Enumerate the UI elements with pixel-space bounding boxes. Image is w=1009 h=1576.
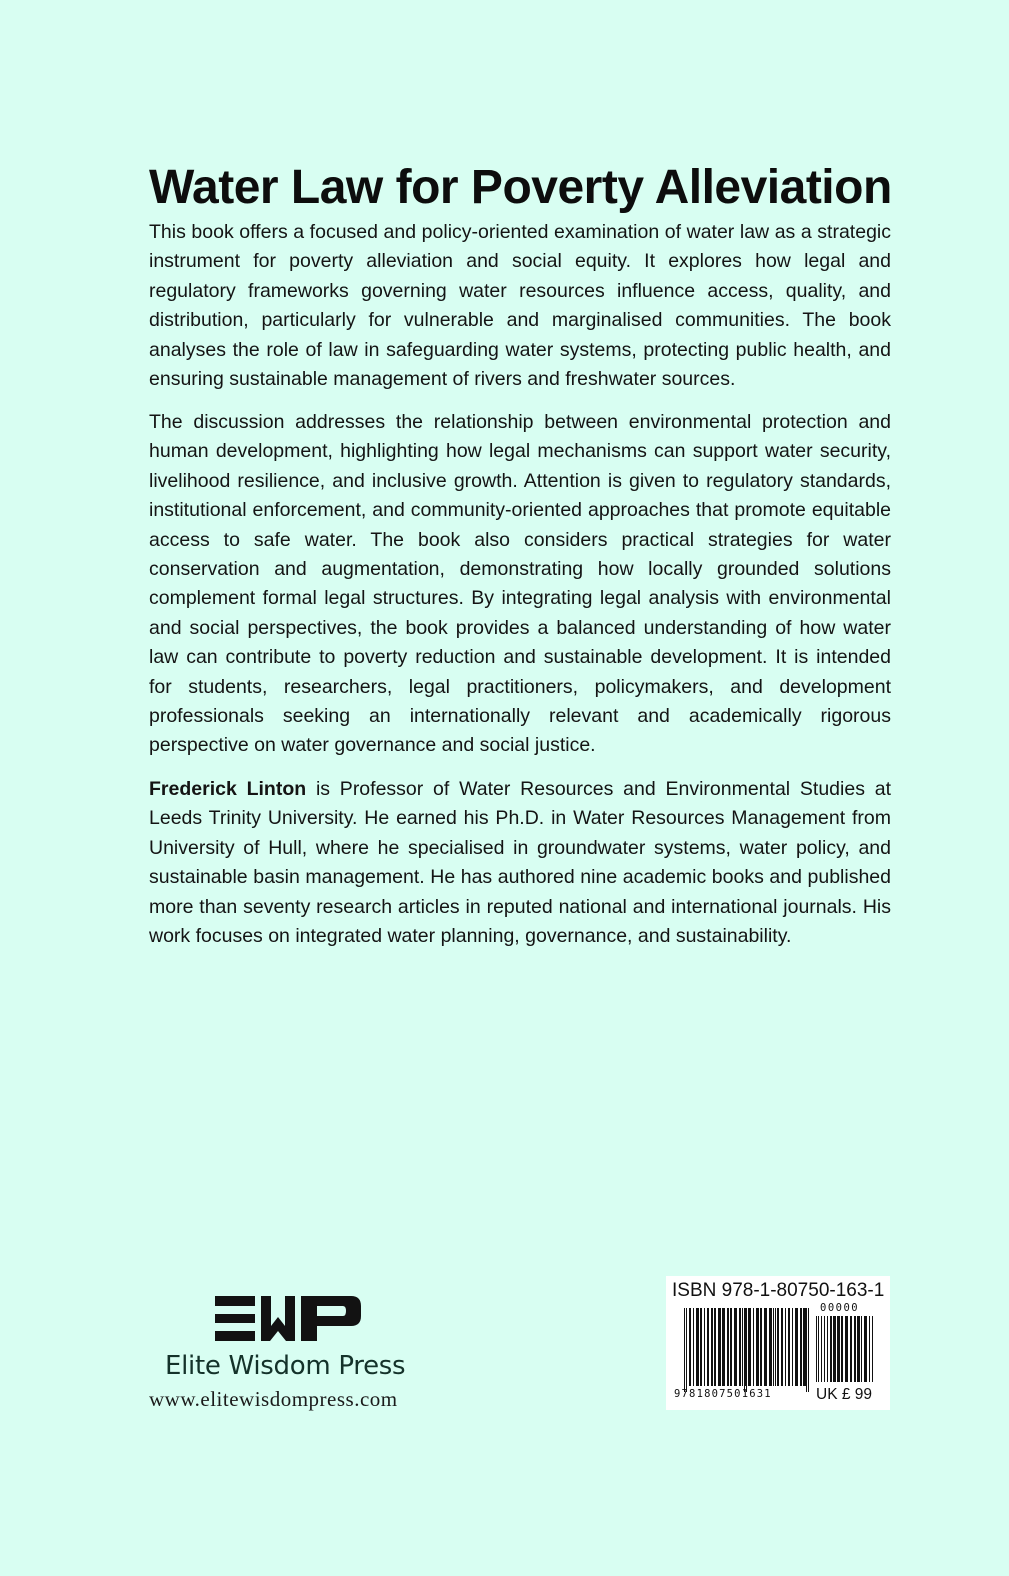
barcode-digits: 9781807501631 <box>674 1388 772 1400</box>
author-bio-text <box>149 775 891 951</box>
description-text: This book offers a focused and policy-oriented examination of water law as a strategic instrument for poverty alleviation and social equity. It explores how legal and regulatory frameworks governing water resources influence access, quality, and distribution, particularly for vulnerable and marginalised communities. The book analyses the role of law in safeguarding water systems, protecting public health, and ensuring sustainable management of rivers and freshwater sources. <box>149 221 891 391</box>
addon-digits: 00000 <box>820 1302 860 1314</box>
publisher-name: Elite Wisdom Press <box>165 1351 406 1381</box>
isbn-barcode <box>666 1276 890 1410</box>
publisher-logo <box>215 1290 363 1348</box>
description-text: The discussion addresses the relationship between environmental protection and human development, highlighting how legal mechanisms can support water security, livelihood resilience, and inclusive growth. Attention is given to regulatory standards, institutional enforcement, and community-oriented approaches that promote equitable access to safe water. The book also considers practical strategies for water conservation and augmentation, demonstrating how locally grounded solutions complement formal legal structures. By integrating legal analysis with environmental and social perspectives, the book provides a balanced understanding of how water law can contribute to poverty reduction and sustainable development. It is intended for students, researchers, legal practitioners, policymakers, and development professionals seeking an internationally relevant and academically rigorous perspective on water governance and social justice. <box>149 411 891 757</box>
price-label: UK £ 99 <box>816 1386 873 1403</box>
author-bio <box>149 775 891 951</box>
description-paragraph-2 <box>149 408 891 761</box>
publisher-url: www.elitewisdompress.com <box>149 1387 398 1411</box>
author-name: Frederick Linton <box>149 778 307 800</box>
description-paragraph-1 <box>149 218 891 394</box>
author-bio-body: is Professor of Water Resources and Environmental Studies at Leeds Trinity University. He earned his Ph.D. in Water Resources Management from University of Hull, where he specialised in groundwater systems, water policy, and sustainable basin management. He has authored nine academic books and published more than seventy research articles in reputed national and international journals. His work focuses on integrated water planning, governance, and sustainability. <box>149 778 891 948</box>
book-title: Water Law for Poverty Alleviation <box>149 161 892 214</box>
isbn-number: ISBN 978-1-80750-163-1 <box>672 1280 885 1301</box>
